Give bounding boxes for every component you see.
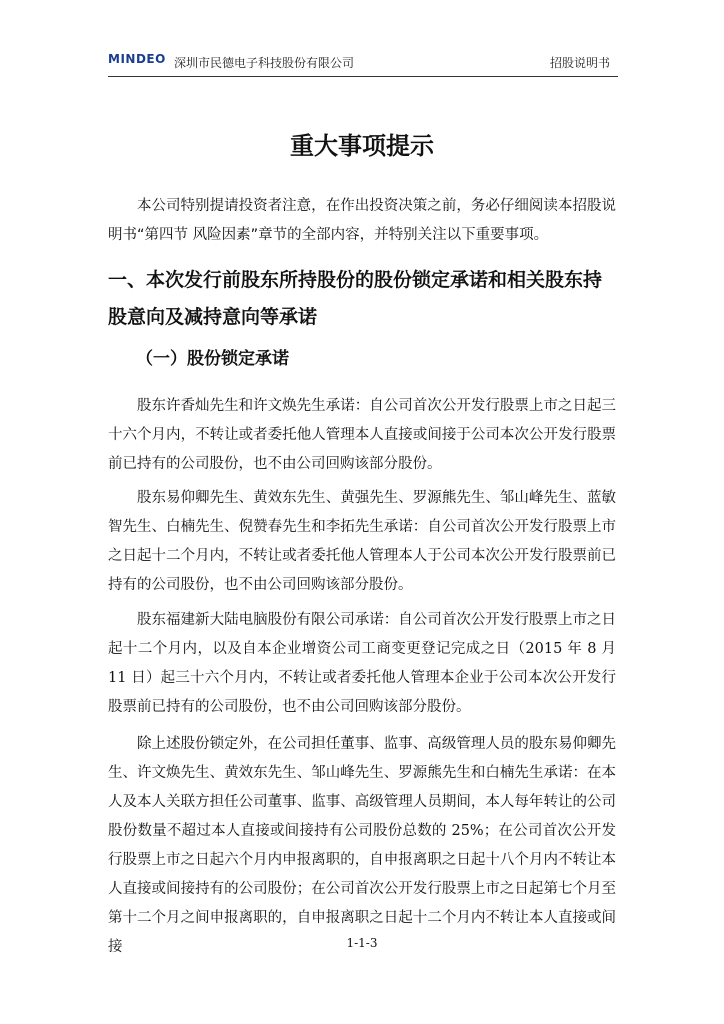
company-name: 深圳市民德电子科技股份有限公司 — [174, 56, 355, 70]
page-title: 重大事项提示 — [290, 132, 434, 160]
body-paragraph: 股东易仰卿先生、黄效东先生、黄强先生、罗源熊先生、邹山峰先生、蓝敏智先生、白楠先生、倪赞春先生和李拓先生承诺：自公司首次公开发行股票上市之日起十二个月内，不转让或者委托他人管理本人于公司本次公开发行股票前已持有的公司股份，也不由公司回购该部分股份。 — [108, 490, 616, 593]
body-paragraph: 除上述股份锁定外，在公司担任董事、监事、高级管理人员的股东易仰卿先生、许文焕先生、黄效东先生、邹山峰先生、罗源熊先生和白楠先生承诺：在本人及本人关联方担任公司董事、监事、高级管理人员期间，本人每年转让的公司股份数量不超过本人直接或间接持有公司股份总数的 25%；在公司首次公开发行股票上市之日起六个月内申报离职的，自申报离职之日起十八个月内不转让本人直接或间接持有的公司股份；在公司首次公开发行股票上市之日起第七个月至第十二个月之间申报离职的，自申报离职之日起十二个月内不转让本人直接或间接 — [108, 736, 616, 955]
page-number: 1-1-3 — [346, 936, 378, 950]
company-logo: MINDEO — [108, 52, 166, 66]
intro-paragraph: 本公司特别提请投资者注意，在作出投资决策之前，务必仔细阅读本招股说明书“第四节 风险因素”章节的全部内容，并特别关注以下重要事项。 — [108, 198, 616, 243]
subsection-heading: （一）股份锁定承诺 — [136, 349, 289, 369]
section-heading: 一、本次发行前股东所持股份的股份锁定承诺和相关股东持股意向及减持意向等承诺 — [108, 269, 603, 328]
page-header — [108, 50, 618, 77]
body-paragraph: 股东许香灿先生和许文焕先生承诺：自公司首次公开发行股票上市之日起三十六个月内，不转让或者委托他人管理本人直接或间接于公司本次公开发行股票前已持有的公司股份，也不由公司回购该部分股份。 — [108, 398, 616, 472]
document-type: 招股说明书 — [549, 56, 610, 70]
body-paragraph: 股东福建新大陆电脑股份有限公司承诺：自公司首次公开发行股票上市之日起十二个月内，以及自本企业增资公司工商变更登记完成之日（2015 年 8 月 11 日）起三十六个月内，不转让或者委托他人管理本企业于公司本次公开发行股票前已持有的公司股份，也不由公司回购该部分股份。 — [108, 612, 616, 715]
